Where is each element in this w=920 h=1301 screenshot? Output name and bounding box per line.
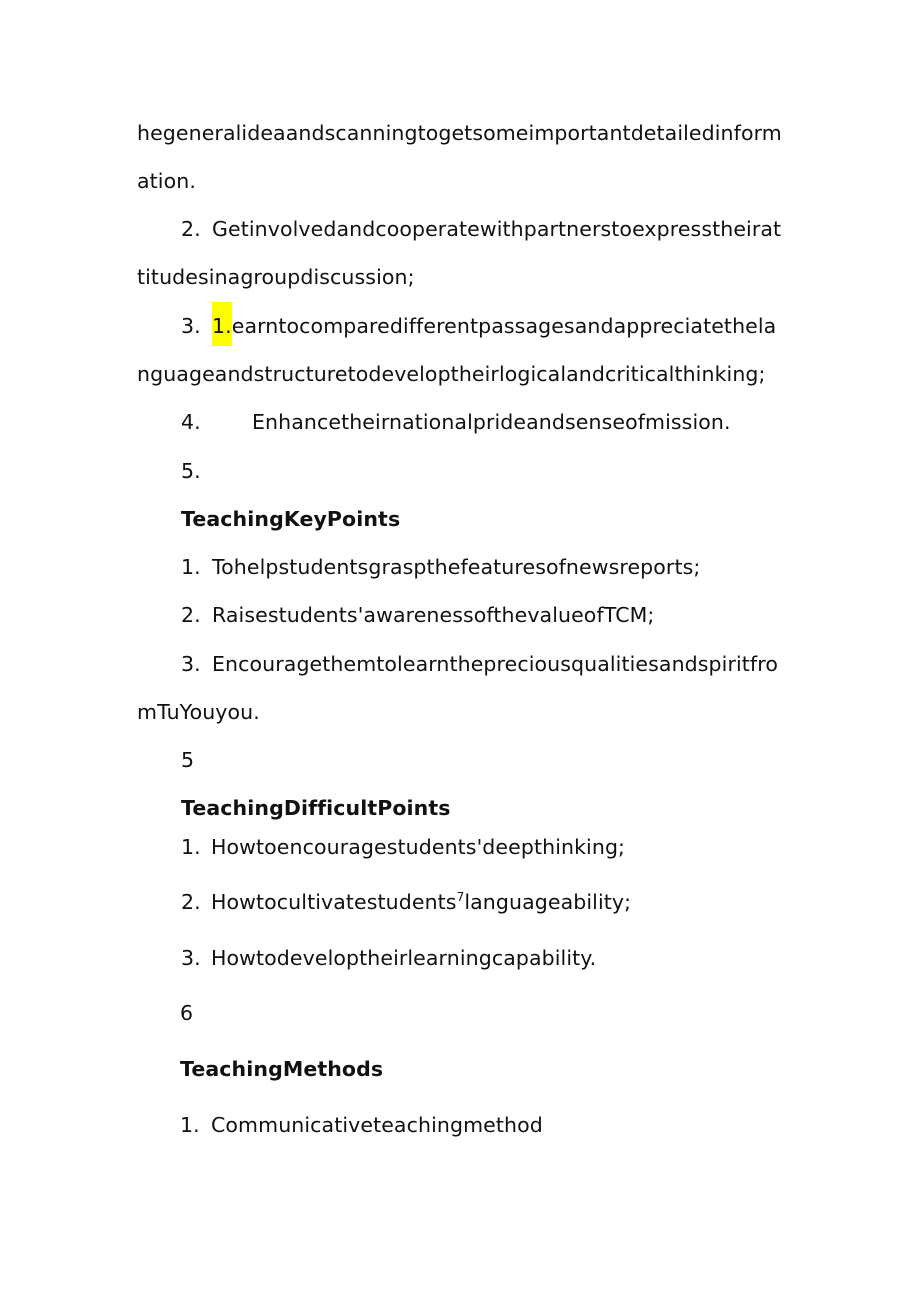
key-point-item-1 (181, 553, 700, 581)
objective-2-continuation: titudesinagroupdiscussion; (137, 265, 415, 289)
difficult-point-item-2 (181, 888, 631, 916)
section-heading-difficult-points: TeachingDifficultPoints (181, 796, 451, 820)
method-item-1 (180, 1111, 543, 1139)
list-number: 1. (180, 1113, 200, 1137)
list-item-text: Communicativeteachingmethod (211, 1113, 543, 1137)
list-number: 3. (181, 946, 201, 970)
superscript-mark: 7 (456, 890, 465, 904)
list-number: 2. (181, 890, 201, 914)
highlighted-text: 1. (212, 302, 232, 346)
list-item-text: Enhancetheirnationalprideandsenseofmission. (252, 410, 731, 434)
objective-item-2 (181, 215, 781, 243)
list-number: 2. (181, 603, 201, 627)
list-number: 1. (181, 555, 201, 579)
key-point-item-2 (181, 601, 654, 629)
list-item-text: Raisestudents'awarenessofthevalueofTCM; (212, 603, 655, 627)
list-item-text: Getinvolvedandcooperatewithpartnerstoexpresstheirat (212, 217, 782, 241)
list-item-text: Encouragethemtolearnthepreciousqualitiesandspiritfro (212, 652, 778, 676)
objective-item-4 (181, 408, 731, 436)
section-heading-methods: TeachingMethods (180, 1057, 384, 1081)
list-number: 4. (181, 410, 201, 434)
key-point-3-continuation: mTuYouyou. (137, 700, 260, 724)
list-item-text: Howtoencouragestudents'deepthinking; (211, 835, 626, 859)
list-item-text-end: languageability; (464, 890, 632, 914)
key-point-item-3 (181, 650, 778, 678)
list-number: 3. (181, 314, 201, 338)
objective-1-continuation: hegeneralideaandscanningtogetsomeimportantdetailedinform (137, 121, 782, 145)
difficult-point-item-3 (181, 944, 596, 972)
objective-3-continuation: nguageandstructuretodeveloptheirlogicalandcriticalthinking; (137, 362, 766, 386)
section-number: 6 (180, 1001, 194, 1025)
list-number: 2. (181, 217, 201, 241)
list-item-text: Howtodeveloptheirlearningcapability. (211, 946, 597, 970)
objective-item-3 (181, 312, 776, 340)
list-number: 3. (181, 652, 201, 676)
list-item-text: earntocomparedifferentpassagesandappreciatethela (231, 314, 777, 338)
list-item-text: Howtocultivatestudents (211, 890, 457, 914)
section-number: 5 (181, 748, 195, 772)
objective-item-5: 5. (181, 459, 201, 483)
list-item-text: Tohelpstudentsgraspthefeaturesofnewsreports; (212, 555, 701, 579)
list-number: 1. (181, 835, 201, 859)
objective-1-end: ation. (137, 169, 196, 193)
difficult-point-item-1 (181, 833, 625, 861)
section-heading-key-points: TeachingKeyPoints (181, 507, 401, 531)
